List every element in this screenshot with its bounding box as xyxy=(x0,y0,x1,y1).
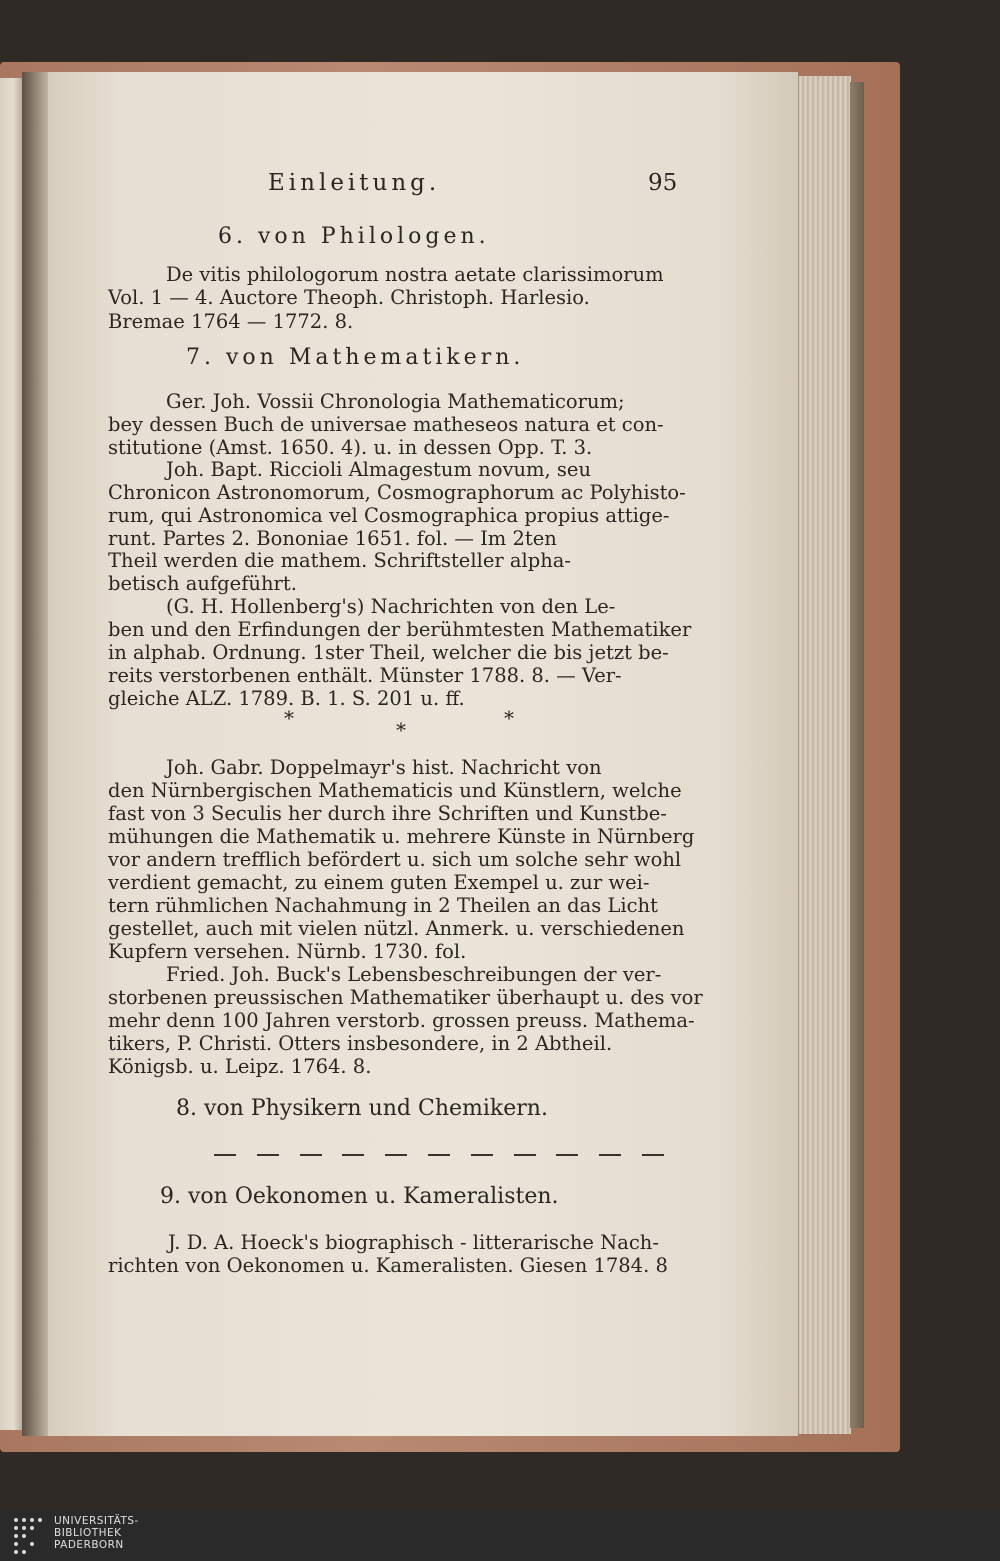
dash xyxy=(471,1154,493,1156)
dash xyxy=(642,1154,664,1156)
library-logo-text xyxy=(54,1515,139,1551)
text-line: Bremae 1764 — 1772. 8. xyxy=(108,310,354,333)
text-line: Vol. 1 — 4. Auctore Theoph. Christoph. Harlesio. xyxy=(108,286,590,309)
text-line: den Nürnbergischen Mathematicis und Künstlern, welche xyxy=(108,779,682,802)
text-line: De vitis philologorum nostra aetate clarissimorum xyxy=(166,263,664,286)
logo-line: BIBLIOTHEK xyxy=(54,1527,122,1539)
section-heading: 8. von Physikern und Chemikern. xyxy=(176,1096,548,1121)
text-line: reits verstorbenen enthält. Münster 1788. 8. — Ver- xyxy=(108,664,622,687)
text-line: J. D. A. Hoeck's biographisch - litterarische Nach- xyxy=(168,1231,659,1254)
text-line: runt. Partes 2. Bononiae 1651. fol. — Im 2ten xyxy=(108,527,557,550)
text-line: tern rühmlichen Nachahmung in 2 Theilen an das Licht xyxy=(108,894,658,917)
text-line: mühungen die Mathematik u. mehrere Künste in Nürnberg xyxy=(108,825,695,848)
logo-line: PADERBORN xyxy=(54,1539,124,1551)
text-line: vor andern trefflich befördert u. sich um solche sehr wohl xyxy=(108,848,682,871)
text-line: Chronicon Astronomorum, Cosmographorum ac Polyhisto- xyxy=(108,481,686,504)
dash xyxy=(385,1154,407,1156)
section-heading: 9. von Oekonomen u. Kameralisten. xyxy=(160,1184,559,1209)
text-line: mehr denn 100 Jahren verstorb. grossen preuss. Mathema- xyxy=(108,1009,695,1032)
dash xyxy=(214,1154,236,1156)
text-line: richten von Oekonomen u. Kameralisten. Giesen 1784. 8 xyxy=(108,1254,668,1277)
text-line: Joh. Bapt. Riccioli Almagestum novum, seu xyxy=(166,458,592,481)
separator-star: * xyxy=(504,706,514,730)
dash xyxy=(556,1154,578,1156)
section-heading: 6. von Philologen. xyxy=(218,224,490,249)
page-number: 95 xyxy=(648,170,678,196)
running-head-title: Einleitung. xyxy=(268,170,441,196)
text-line: Ger. Joh. Vossii Chronologia Mathematicorum; xyxy=(166,390,625,413)
text-line: verdient gemacht, zu einem guten Exempel u. zur wei- xyxy=(108,871,650,894)
section-heading: 7. von Mathematikern. xyxy=(186,345,525,370)
dash xyxy=(514,1154,536,1156)
text-line: ben und den Erfindungen der berühmtesten Mathematiker xyxy=(108,618,692,641)
text-line: gestellet, auch mit vielen nützl. Anmerk. u. verschiedenen xyxy=(108,917,685,940)
text-line: bey dessen Buch de universae matheseos natura et con- xyxy=(108,413,664,436)
text-line: Fried. Joh. Buck's Lebensbeschreibungen der ver- xyxy=(166,963,662,986)
text-line: in alphab. Ordnung. 1ster Theil, welcher die bis jetzt be- xyxy=(108,641,669,664)
dash xyxy=(300,1154,322,1156)
text-line: Joh. Gabr. Doppelmayr's hist. Nachricht von xyxy=(166,756,602,779)
text-line: Kupfern versehen. Nürnb. 1730. fol. xyxy=(108,940,467,963)
text-line: betisch aufgeführt. xyxy=(108,572,297,595)
text-line: Theil werden die mathem. Schriftsteller alpha- xyxy=(108,549,571,572)
text-line: Königsb. u. Leipz. 1764. 8. xyxy=(108,1055,372,1078)
text-line: (G. H. Hollenberg's) Nachrichten von den Le- xyxy=(166,595,616,618)
dash xyxy=(257,1154,279,1156)
logo-line: UNIVERSITÄTS- xyxy=(54,1515,139,1527)
separator-star: * xyxy=(284,706,294,730)
text-line: stitutione (Amst. 1650. 4). u. in dessen Opp. T. 3. xyxy=(108,436,593,459)
footer-bar xyxy=(0,1510,1000,1561)
text-line: fast von 3 Seculis her durch ihre Schriften und Kunstbe- xyxy=(108,802,667,825)
text-line: gleiche ALZ. 1789. B. 1. S. 201 u. ff. xyxy=(108,687,465,710)
separator-star: * xyxy=(396,718,406,742)
text-line: storbenen preussischen Mathematiker überhaupt u. des vor xyxy=(108,986,703,1009)
text-line: tikers, P. Christi. Otters insbesondere, in 2 Abtheil. xyxy=(108,1032,613,1055)
dash xyxy=(599,1154,621,1156)
library-logo-icon xyxy=(10,1514,46,1556)
dash xyxy=(428,1154,450,1156)
text-line: rum, qui Astronomica vel Cosmographica propius attige- xyxy=(108,504,670,527)
dash-separator xyxy=(214,1143,664,1165)
dash xyxy=(342,1154,364,1156)
